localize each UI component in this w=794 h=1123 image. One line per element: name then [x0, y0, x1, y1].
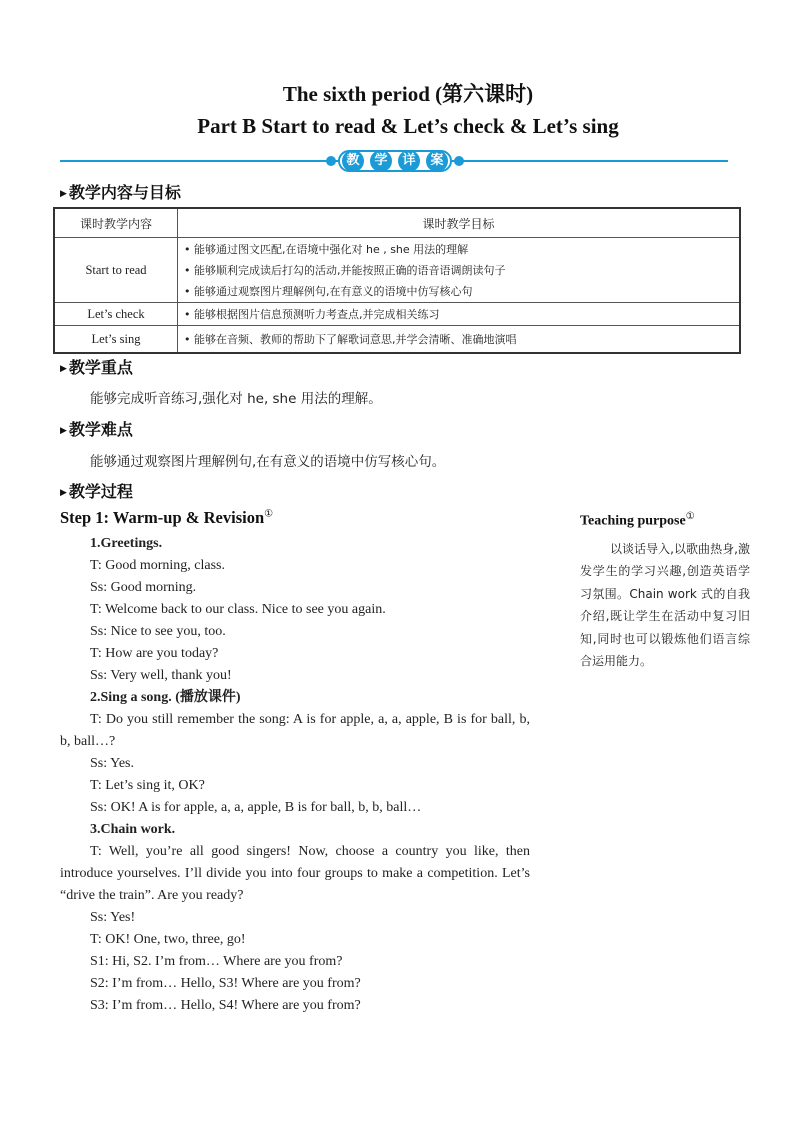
banner-char: 教 — [342, 150, 364, 172]
table-header-cell: 课时教学目标 — [178, 208, 741, 238]
section-heading-objectives: ▶ 教学内容与目标 — [60, 183, 181, 202]
dialogue-line: S2: I’m from… Hello, S3! Where are you from? — [90, 976, 361, 991]
dialogue-line: Ss: Good morning. — [90, 580, 197, 595]
table-row — [54, 326, 740, 354]
section-heading-difficulty: ▶ 教学难点 — [60, 420, 133, 439]
dialogue-line: Ss: Very well, thank you! — [90, 668, 232, 683]
sidebar-title: Teaching purpose① — [580, 511, 695, 529]
goal-item: • 能够通过图文匹配,在语境中强化对 he , she 用法的理解 — [184, 242, 469, 256]
goal-item: • 能够顺利完成读后打勾的活动,并能按照正确的语音语调朗读句子 — [184, 263, 506, 277]
goal-item: • 能够根据图片信息预测听力考查点,并完成相关练习 — [184, 307, 440, 321]
goal-item: • 能够通过观察图片理解例句,在有意义的语境中仿写核心句 — [184, 284, 473, 298]
triangle-bullet-icon: ▶ — [60, 189, 67, 199]
table-row — [54, 303, 740, 326]
teaching-purpose-sidebar — [580, 511, 750, 673]
lesson-subtitle: Part B Start to read & Let’s check & Let’s sing — [197, 114, 619, 138]
subsection-heading: 2.Sing a song. (播放课件) — [90, 690, 241, 705]
keypoints-text: 能够完成听音练习,强化对 he, she 用法的理解。 — [90, 391, 382, 407]
section-heading-keypoints: ▶ 教学重点 — [60, 358, 133, 377]
triangle-bullet-icon: ▶ — [60, 488, 67, 498]
dialogue-line: Ss: Yes! — [90, 910, 136, 925]
banner-char: 详 — [398, 150, 420, 172]
dialogue-line: T: OK! One, two, three, go! — [90, 932, 246, 947]
dialogue-line: S1: Hi, S2. I’m from… Where are you from? — [90, 954, 343, 969]
triangle-bullet-icon: ▶ — [60, 426, 67, 436]
banner-char: 案 — [426, 150, 448, 172]
banner-dot-right — [454, 156, 464, 166]
subsection-heading: 1.Greetings. — [90, 536, 163, 551]
table-cell-content: Let’s check — [54, 303, 178, 326]
footnote-marker: ① — [264, 508, 274, 520]
banner-char: 学 — [370, 150, 392, 172]
dialogue-line: S3: I’m from… Hello, S4! Where are you from? — [90, 998, 361, 1013]
sidebar-text: 以谈话导入,以歌曲热身,激发学生的学习兴趣,创造英语学习氛围。Chain work 式的自我介绍,既让学生在活动中复习旧知,同时也可以锻炼他们语言综合运用能力。 — [580, 541, 750, 669]
banner-dot-left — [326, 156, 336, 166]
dialogue-line: T: How are you today? — [90, 646, 219, 661]
dialogue-line: T: Well, you’re all good singers! Now, choose a country you like, then introduce yourselves. I’ll divide you into four groups to make a competition. Let’s “drive the train”. Are you ready? — [60, 844, 530, 903]
table-cell-goals — [178, 238, 741, 303]
table-cell-goals — [178, 303, 741, 326]
dialogue-line: Ss: Yes. — [90, 756, 134, 771]
subsection-heading: 3.Chain work. — [90, 822, 176, 837]
triangle-bullet-icon: ▶ — [60, 364, 67, 374]
footnote-marker: ① — [685, 511, 695, 522]
table-header-row — [54, 208, 740, 238]
dialogue-line: T: Good morning, class. — [90, 558, 226, 573]
table-cell-content: Let’s sing — [54, 326, 178, 354]
section-heading-process: ▶ 教学过程 — [60, 482, 133, 501]
dialogue-line: T: Do you still remember the song: A is for apple, a, a, apple, B is for ball, b, b, ball…? — [60, 712, 530, 749]
dialogue-line: Ss: Nice to see you, too. — [90, 624, 226, 639]
table-cell-content: Start to read — [54, 238, 178, 303]
dialogue-line: Ss: OK! A is for apple, a, a, apple, B is for ball, b, b, ball… — [90, 800, 422, 815]
lesson-title: The sixth period (第六课时) — [282, 82, 534, 106]
step1-heading: Step 1: Warm-up & Revision① — [60, 508, 274, 527]
dialogue-line: T: Welcome back to our class. Nice to see you again. — [90, 602, 386, 617]
table-header-cell: 课时教学内容 — [54, 208, 178, 238]
objectives-table — [53, 207, 741, 354]
goal-item: • 能够在音频、教师的帮助下了解歌词意思,并学会清晰、准确地演唱 — [184, 332, 517, 346]
teaching-plan-banner — [326, 150, 464, 172]
table-row — [54, 238, 740, 303]
step1-dialogue — [60, 533, 530, 1017]
table-cell-goals — [178, 326, 741, 354]
difficulty-text: 能够通过观察图片理解例句,在有意义的语境中仿写核心句。 — [90, 454, 446, 470]
dialogue-line: T: Let’s sing it, OK? — [90, 778, 205, 793]
